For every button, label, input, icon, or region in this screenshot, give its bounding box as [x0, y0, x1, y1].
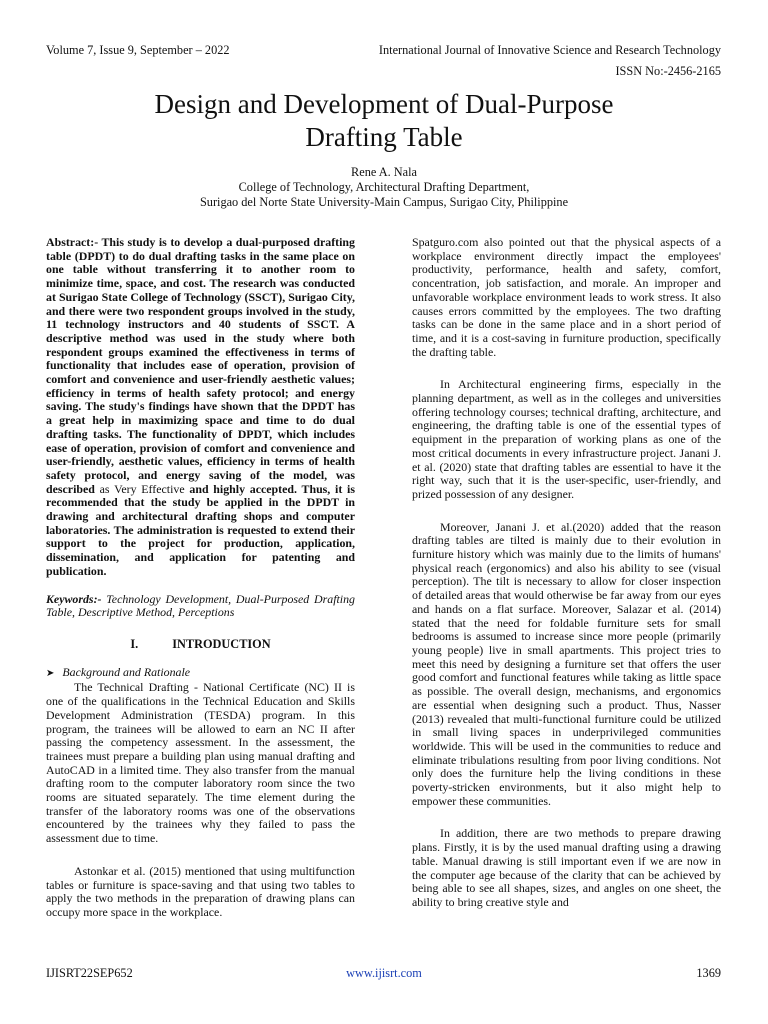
body-paragraph: Astonkar et al. (2015) mentioned that using multifunction tables or furniture is space-saving and that using two tables to apply the two methods in the preparation of drawing plans can occupy more space in the workplace.	[46, 863, 355, 919]
author-name: Rene A. Nala	[351, 165, 417, 179]
abstract-part2: and highly accepted. Thus, it is recommended that the study be applied in the DPDT in drawing and architectural drafting shops and computer laboratories. The administration is requested to extend their support to the project for production, application, dissemination, and application for patenting and publication.	[46, 481, 355, 578]
left-column	[46, 236, 355, 920]
section-heading	[46, 638, 355, 652]
abstract-very-effective: as Very Effective	[99, 481, 185, 496]
body-paragraph: In Architectural engineering firms, especially in the planning department, as well as in the colleges and universities offering technology courses; technical drafting, architecture, and engineering, the drafting table is one of the essential types of equipment in the preparation of working plans as one of the most critical documents in every infrastructure project. Janani J. et al. (2020) state that drafting tables are essential to have it the right way, such that it is the user-specific, user-friendly, and prized possession of any designer.	[412, 377, 721, 501]
journal-url-link[interactable]: www.ijisrt.com	[346, 966, 422, 980]
body-paragraph: The Technical Drafting - National Certificate (NC) II is one of the qualifications in the Technical Education and Skills Development Administration (TESDA) program. In this program, the trainees will be allowed to earn an NC II after passing the competency assessment. In the assessment, the trainees must prepare a building plan using manual drafting and AutoCAD in a limited time. They also transfer from the manual drafting room to the computer laboratory room since the two rooms are situated separately. The time element during the transfer of the laboratory rooms was one of the observations encountered by the trainees why they failed to pass the assessment due to time.	[46, 680, 355, 846]
volume-issue: Volume 7, Issue 9, September – 2022	[46, 43, 230, 57]
abstract-part1: Abstract:- This study is to develop a dual-purposed drafting table (DPDT) to do dual drafting tasks in the same place on one table without transferring it to another room to minimize time, space, and cost. The research was conducted at Surigao State College of Technology (SSCT), Surigao City, and there were two respondent groups involved in the study, 11 technology instructors and 40 students of SSCT. A descriptive method was used in the study where both respondent groups examined the effectiveness in terms of functionality that includes ease of operation, provision of comfort and convenience and user-friendly aesthetic values; efficiency in terms of health safety protocol; and energy saving. The study's findings have shown that the DPDT has a great help in maximizing space and time to do dual drafting tasks. The functionality of DPDT, which includes ease of operation, provision of comfort and convenience and user-friendly, aesthetic values, efficiency in terms of health safety protocol, and energy saving of the model, was described	[46, 235, 355, 496]
keywords-label: Keywords:-	[46, 591, 102, 606]
keywords	[46, 593, 355, 620]
paper-title-line2: Drafting Table	[305, 122, 463, 152]
subsection-title: Background and Rationale	[62, 664, 191, 679]
right-column	[412, 236, 721, 910]
section-number: I.	[130, 636, 139, 651]
author-block	[0, 165, 768, 210]
body-paragraph: In addition, there are two methods to prepare drawing plans. Firstly, it is by the used manual drafting using a drawing table. Manual drawing is still important even if we are now in the computer age because of the clarity that can be achieved by being able to see all shapes, sizes, and angles on one sheet, the ability to bring creative style and	[412, 826, 721, 909]
body-paragraph: Moreover, Janani J. et al.(2020) added that the reason drafting tables are tilted is mainly due to their evolution in furniture history which was mainly due to the limits of humans' physical reach (ergonomics) and also his ability to see (visual perception). The tilt is necessary to allow for closer inspection of detailed areas that would otherwise be far away from our eyes and hands on a flat surface. Moreover, Salazar et al. (2014) stated that the need for foldable furniture sets for small bedrooms is assumed to increase since more people (primarily young people) live in small apartments. This project tries to meet this need by designing a furniture set that offers the user good comfort and functional features while taking as little space as possible. The overall design, mechanisms, and ergonomics are essential when designing such a product. Thus, Nasser (2013) revealed that multi-functional furniture could be utilized in small living spaces in underprivileged communities worldwide. This will be used in the communities to reduce and eliminate tribulations resulting from poor living conditions. Not only does the furniture help the living conditions in these poverty-stricken environments, but it also might help to empower these communities.	[412, 519, 721, 808]
paper-title-line1: Design and Development of Dual-Purpose	[154, 89, 614, 119]
body-paragraph: Spatguro.com also pointed out that the physical aspects of a workplace environment directly impact the employees' productivity, performance, health and safety, comfort, concentration, job satisfaction, and morale. An improper and unfavorable workplace environment leads to work stress. It also causes errors committed by the employees. The two drafting tasks can be done in the same place and in a short period of time, and it is a cost-saving in furniture production, specifically the drafting table.	[412, 235, 721, 359]
arrow-bullet-icon: ➤	[46, 667, 55, 679]
page-number: 1369	[696, 966, 721, 980]
paper-title	[0, 88, 768, 154]
issn: ISSN No:-2456-2165	[615, 64, 721, 78]
subsection-heading	[46, 666, 355, 681]
keywords-text: Technology Development, Dual-Purposed Drafting Table, Descriptive Method, Perceptions	[46, 591, 355, 620]
author-dept: College of Technology, Architectural Drafting Department,	[238, 180, 530, 194]
paper-code: IJISRT22SEP652	[46, 966, 133, 980]
section-title: INTRODUCTION	[172, 636, 271, 651]
abstract	[46, 236, 355, 579]
author-affiliation: Surigao del Norte State University-Main Campus, Surigao City, Philippine	[199, 195, 569, 209]
journal-name: International Journal of Innovative Science and Research Technology	[378, 43, 721, 57]
